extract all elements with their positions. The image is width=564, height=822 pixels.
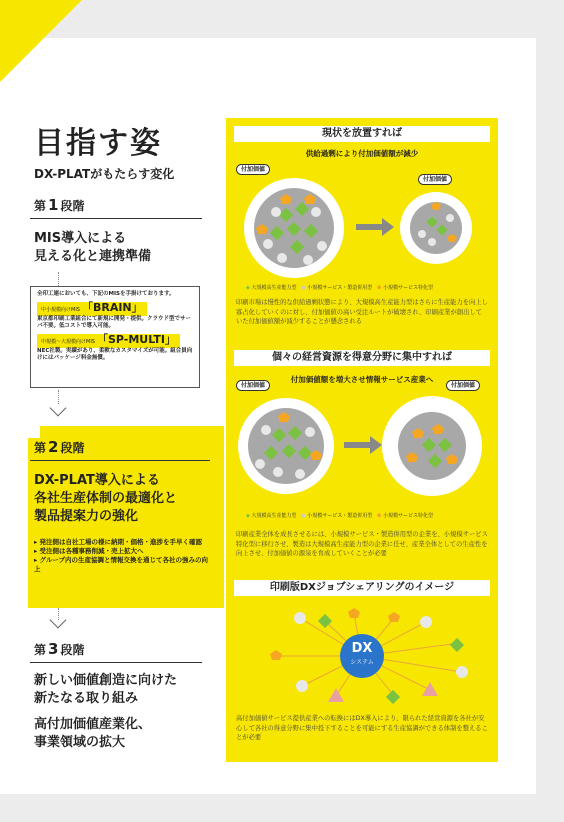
divider <box>30 460 210 461</box>
value-tag: 付加価値 <box>446 380 480 391</box>
diamond-icon: ◆ <box>246 513 250 519</box>
bullet-text: 発注側は自社工場の様に納期・価格・進捗を手早く確認 <box>39 538 203 546</box>
heading-line: 新しい価値創造に向けた <box>34 673 178 688</box>
legend-item: 大規模高生産能力型 <box>251 285 297 291</box>
stage-3-label <box>34 640 84 658</box>
section-3-title: 印刷版DXジョブシェアリングのイメージ <box>234 580 490 596</box>
heading-line: 高付加価値産業化、 <box>34 717 152 732</box>
sp-small-label: 中規模〜大規模向けMIS <box>41 339 95 345</box>
mis-intro: 全印工連においても、下記のMISを手掛けております。 <box>37 291 175 297</box>
heading-line: 事業領域の拡大 <box>34 735 126 750</box>
notch <box>28 426 40 438</box>
dx-label: DX <box>351 641 373 656</box>
legend <box>246 284 433 291</box>
stage-label-post: 段階 <box>60 643 85 657</box>
brain-name: 「BRAIN」 <box>81 301 143 314</box>
right-arrow-icon <box>344 436 382 454</box>
dotted-connector <box>58 272 59 286</box>
value-tag: 付加価値 <box>236 164 270 175</box>
heading-line: MIS導入による <box>34 231 127 246</box>
pentagon-icon: ⬟ <box>377 285 382 291</box>
brain-small-label: 中小規模向けMIS <box>41 307 80 313</box>
stage-label-pre: 第 <box>34 199 47 213</box>
stage-label-post: 段階 <box>60 199 85 213</box>
section-3-body: 高付加価値サービス提供産業への転換にはDX導入により、限られた経営資源を各社が安心して各社の得意分野に集中投下することを可能にする生産協調ができる体制を整えることが必要 <box>236 715 488 741</box>
section-1-subtitle: 供給過剰により付加価値額が減少 <box>305 149 419 158</box>
stage-2-label <box>34 438 84 456</box>
bullet-text: 受注側は各種事務削減・売上拡大へ <box>39 547 144 555</box>
stage-3-heading <box>34 672 177 708</box>
stage-number: 3 <box>48 640 59 658</box>
stage-1-label <box>34 196 84 214</box>
brain-description: 東京都印刷工業組合にて新規に開発・提供。クラウド型でサーバ不要。低コストで導入可能。 <box>37 316 192 329</box>
stage-number: 1 <box>48 196 59 214</box>
heading-line: DX-PLAT導入による <box>34 473 160 488</box>
stage-2-bullets <box>34 538 210 574</box>
triangle-icon <box>328 682 438 702</box>
section-1-body: 印刷市場は慢性的な供給過剰状態により、大規模高生産能力型はさらに生産能力を向上し寡占化していくのに対し、付加価値の高い受注ルートが破壊され、印刷産業が創出していた付加価値額が減少することが懸念される <box>236 299 488 325</box>
circle-icon: ● <box>301 285 306 291</box>
legend-item: 小規模サービス特化型 <box>382 513 433 519</box>
section-2-title: 個々の経営資源を得意分野に集中すれば <box>234 350 490 366</box>
heading-line: 新たなる取り組み <box>34 691 139 706</box>
section-1-diagram <box>226 174 498 284</box>
stage-label-post: 段階 <box>60 441 85 455</box>
section-2-body: 印刷産業全体を成長させるには、小規模サービス・製造併用型の企業を、小規模サービス特化型に移行させ、製造は大規模高生産能力型の企業に任せ、産業全体としての生産性を向上させ、付加価値の源泉を育成していくことが必要 <box>236 531 488 557</box>
sp-multi-description: NEC社製。実績があり、柔軟なカスタマイズが可能。組合員向けにはパッケージ料金無償。 <box>37 348 193 361</box>
stage-number: 2 <box>48 438 59 456</box>
mis-info-box <box>30 286 200 388</box>
legend-item: 大規模高生産能力型 <box>251 513 297 519</box>
stage-label-pre: 第 <box>34 441 47 455</box>
heading-line: 見える化と連携準備 <box>34 249 152 264</box>
legend <box>246 512 433 519</box>
pentagon-icon: ⬟ <box>377 513 382 519</box>
bullet-item: ▸ 受注側は各種事務削減・売上拡大へ <box>34 547 144 555</box>
value-tag: 付加価値 <box>236 380 270 391</box>
legend-item: 小規模サービス・製造併用型 <box>307 513 373 519</box>
section-2-diagram <box>226 390 498 500</box>
stage-3-heading-2 <box>34 716 151 752</box>
section-1-title: 現状を放置すれば <box>234 126 490 142</box>
legend-item: 小規模サービス特化型 <box>382 285 433 291</box>
page-title: 目指す姿 <box>34 126 162 161</box>
circle-icon: ● <box>301 513 306 519</box>
value-tag: 付加価値 <box>418 174 452 185</box>
bullet-item: ▸ 発注側は自社工場の様に納期・価格・進捗を手早く確認 <box>34 538 203 546</box>
right-arrow-icon <box>356 218 394 236</box>
bullet-text: グループ内の生産協調と情報交換を通じて各社の強みの向上 <box>34 556 209 573</box>
divider <box>30 218 202 219</box>
diamond-icon: ◆ <box>246 285 250 291</box>
divider <box>30 662 202 663</box>
stage-1-heading <box>34 230 151 266</box>
dx-sublabel: システム <box>350 659 374 666</box>
bullet-item: ▸ グループ内の生産協調と情報交換を通じて各社の強みの向上 <box>34 556 209 573</box>
brain-tag <box>37 302 147 316</box>
heading-line: 各社生産体制の最適化と <box>34 491 178 506</box>
right-panel <box>226 118 498 762</box>
page-subtitle: DX-PLATがもたらす変化 <box>34 167 175 181</box>
sp-multi-tag <box>37 334 180 348</box>
heading-line: 製品提案力の強化 <box>34 509 139 524</box>
stage-2-heading <box>34 472 177 526</box>
section-2-subtitle: 付加価値額を増大させ情報サービス産業へ <box>290 375 434 384</box>
legend-item: 小規模サービス・製造併用型 <box>307 285 373 291</box>
sp-multi-name: 「SP-MULTI」 <box>96 333 176 346</box>
stage-label-pre: 第 <box>34 643 47 657</box>
corner-decoration <box>0 0 82 82</box>
